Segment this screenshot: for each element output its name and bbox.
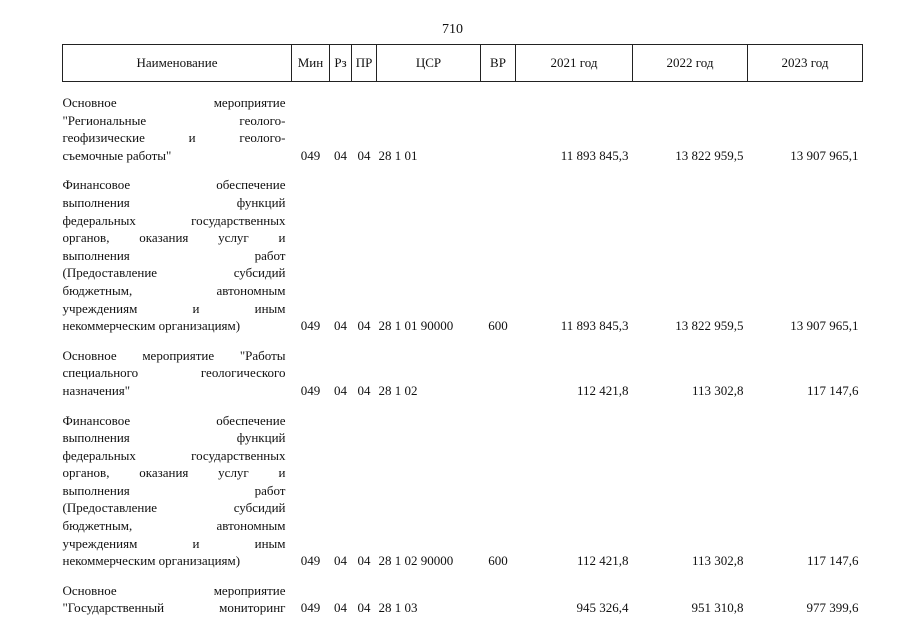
cell-min: 049 — [300, 382, 321, 398]
cell-min: 049 — [300, 553, 321, 569]
cell-csr: 28 1 03 — [378, 600, 418, 616]
cell-min: 049 — [300, 318, 321, 334]
column-header-2022: 2022 год — [633, 45, 748, 82]
row-name-line: некоммерческим организациям) — [62, 318, 241, 334]
cell-2021: 11 893 845,3 — [560, 147, 629, 163]
cell-2021: 11 893 845,3 — [560, 318, 629, 334]
column-header-2021: 2021 год — [516, 45, 633, 82]
row-name-line: бюджетным, автономным — [62, 282, 286, 298]
table-row — [63, 94, 863, 164]
cell-pr: 04 — [357, 318, 371, 334]
cell-min: 049 — [300, 600, 321, 616]
cell-2022: 13 822 959,5 — [675, 147, 744, 163]
row-name-line: учреждениям и иным — [62, 535, 286, 551]
cell-csr: 28 1 01 — [378, 147, 418, 163]
cell-2023: 13 907 965,1 — [790, 147, 859, 163]
cell-pr: 04 — [357, 600, 371, 616]
cell-2022: 113 302,8 — [691, 382, 744, 398]
row-name-cell — [63, 412, 292, 570]
row-name-line: выполнения работ — [62, 482, 286, 498]
row-name-cell — [63, 94, 292, 164]
row-name-cell — [63, 347, 292, 400]
column-header-vr: ВР — [481, 45, 516, 82]
cell-2023: 117 147,6 — [806, 553, 859, 569]
row-name-line: органов, оказания услуг и — [62, 465, 286, 481]
cell-2023: 13 907 965,1 — [790, 318, 859, 334]
row-name-line: выполнения функций — [62, 430, 286, 446]
cell-2022: 113 302,8 — [691, 553, 744, 569]
row-name-cell — [63, 582, 292, 617]
page-number: 710 — [442, 22, 463, 37]
row-name-line: геофизические и геолого- — [62, 130, 286, 146]
table-row — [63, 582, 863, 617]
row-name-line: учреждениям и иным — [62, 300, 286, 316]
cell-pr: 04 — [357, 553, 371, 569]
row-name-line: (Предоставление субсидий — [62, 265, 286, 281]
cell-rz: 04 — [334, 382, 347, 398]
table-row — [63, 347, 863, 400]
row-name-line: "Региональные геолого- — [62, 112, 286, 128]
row-name-line: Основное мероприятие "Работы — [62, 347, 286, 363]
cell-2023: 117 147,6 — [806, 382, 859, 398]
header-row — [63, 45, 863, 82]
column-header-min: Мин — [292, 45, 330, 82]
column-header-rz: Рз — [330, 45, 352, 82]
column-header-csr: ЦСР — [377, 45, 481, 82]
table-row — [63, 412, 863, 570]
cell-pr: 04 — [357, 382, 371, 398]
row-name-line: назначения" — [62, 382, 131, 398]
cell-pr: 04 — [357, 147, 371, 163]
row-name-line: выполнения работ — [62, 247, 286, 263]
cell-min: 049 — [300, 147, 321, 163]
cell-vr: 600 — [488, 318, 508, 334]
cell-rz: 04 — [334, 600, 347, 616]
row-name-line: Финансовое обеспечение — [62, 177, 286, 193]
cell-2022: 13 822 959,5 — [675, 318, 744, 334]
cell-csr: 28 1 02 — [378, 382, 418, 398]
row-name-line: Финансовое обеспечение — [62, 412, 286, 428]
row-name-line: федеральных государственных — [62, 447, 286, 463]
cell-2021: 945 326,4 — [576, 600, 629, 616]
row-name-line: выполнения функций — [62, 194, 286, 210]
row-name-line: бюджетным, автономным — [62, 518, 286, 534]
budget-table — [62, 44, 863, 617]
row-name-line: съемочные работы" — [62, 147, 172, 163]
row-name-cell — [63, 176, 292, 334]
cell-rz: 04 — [334, 318, 347, 334]
column-header-name: Наименование — [63, 45, 292, 82]
cell-rz: 04 — [334, 553, 347, 569]
cell-vr — [481, 582, 516, 617]
cell-2023: 977 399,6 — [806, 600, 859, 616]
table-row — [63, 176, 863, 334]
cell-2021: 112 421,8 — [576, 553, 629, 569]
column-header-pr: ПР — [352, 45, 377, 82]
column-header-2023: 2023 год — [748, 45, 863, 82]
cell-2022: 951 310,8 — [691, 600, 744, 616]
cell-vr — [481, 347, 516, 400]
cell-2021: 112 421,8 — [576, 382, 629, 398]
row-name-line: федеральных государственных — [62, 212, 286, 228]
cell-vr: 600 — [488, 553, 508, 569]
row-name-line: некоммерческим организациям) — [62, 553, 241, 569]
row-name-line: специального геологического — [62, 365, 286, 381]
row-name-line: Основное мероприятие — [62, 582, 286, 598]
row-name-line: органов, оказания услуг и — [62, 230, 286, 246]
row-name-line: (Предоставление субсидий — [62, 500, 286, 516]
cell-csr: 28 1 01 90000 — [378, 318, 454, 334]
cell-rz: 04 — [334, 147, 347, 163]
row-name-line: Основное мероприятие — [62, 95, 286, 110]
row-name-line: "Государственный мониторинг — [62, 600, 286, 616]
cell-csr: 28 1 02 90000 — [378, 553, 454, 569]
cell-vr — [481, 94, 516, 164]
